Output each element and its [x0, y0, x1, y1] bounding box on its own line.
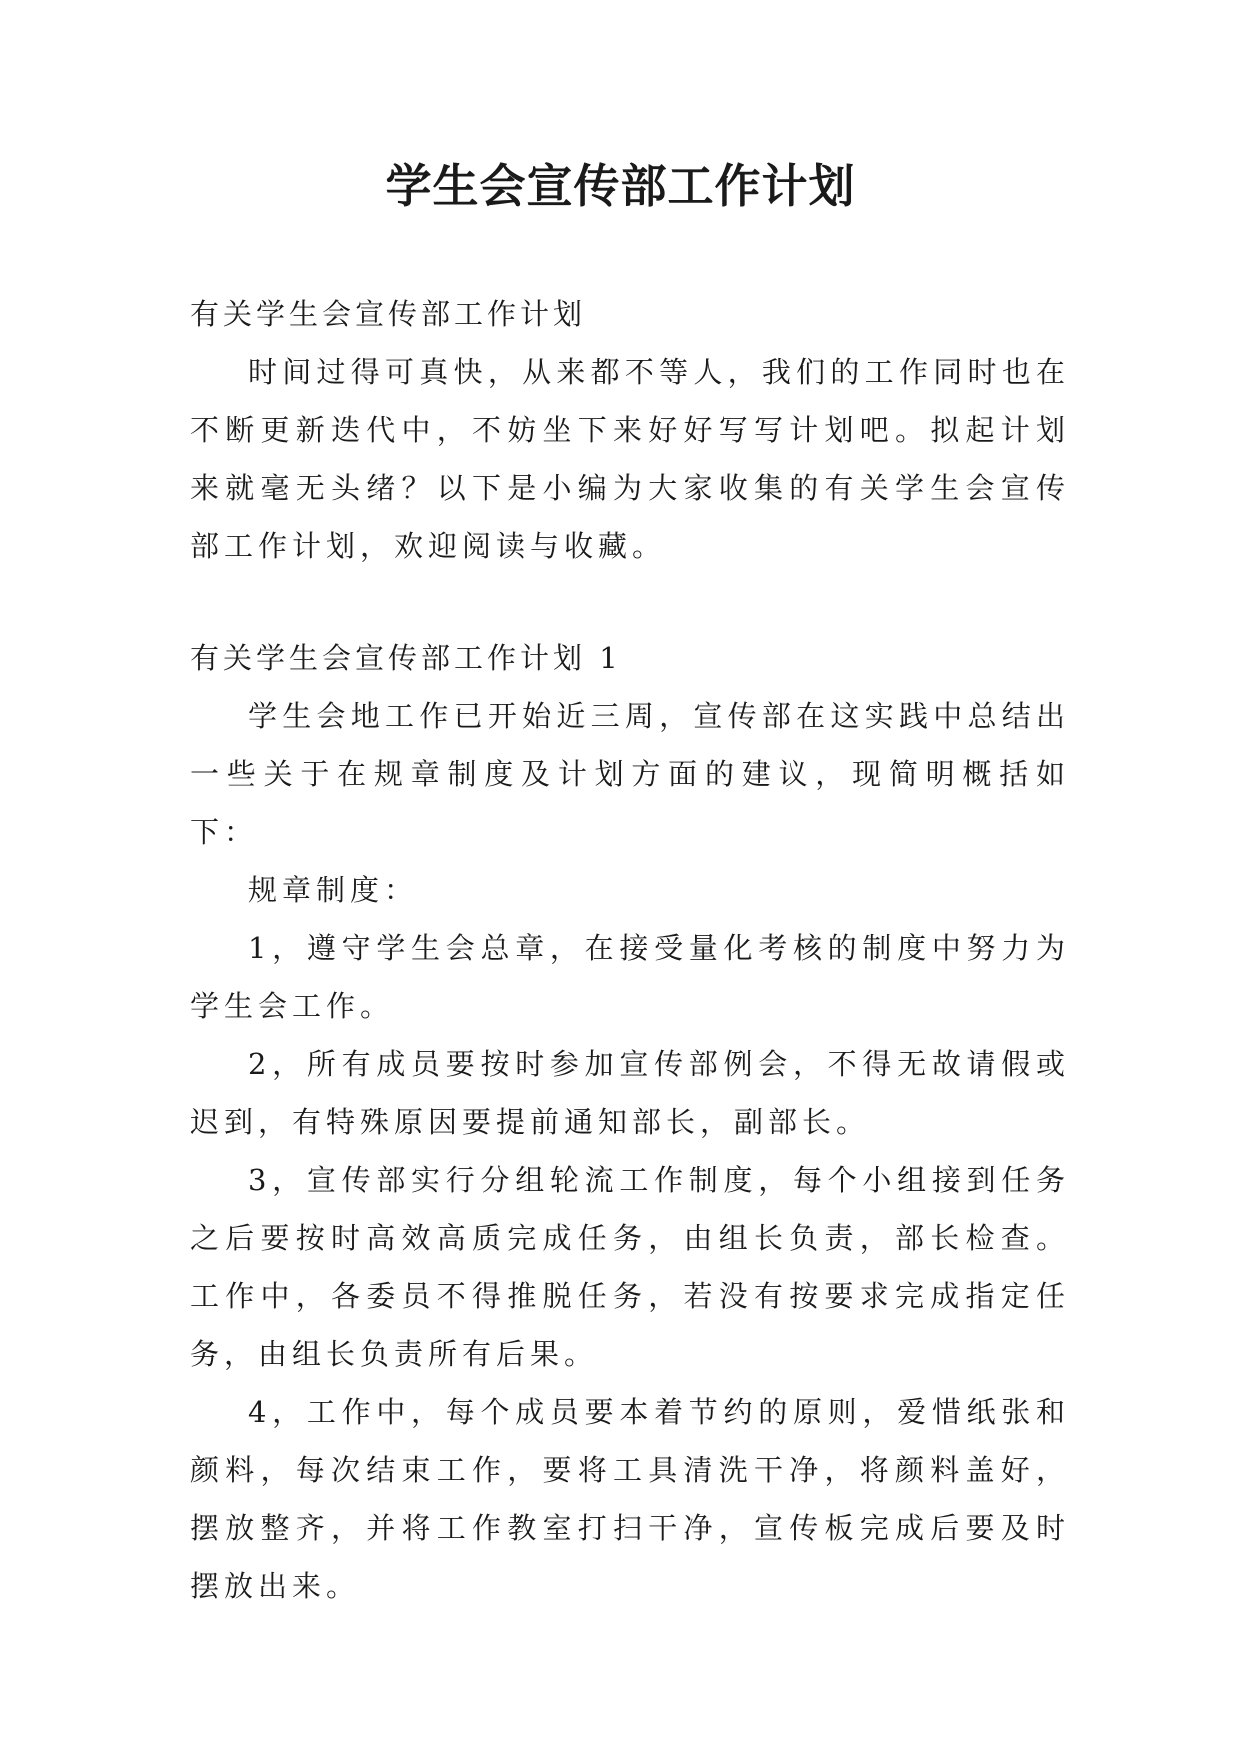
section-heading: 有关学生会宣传部工作计划	[190, 297, 587, 331]
paragraph-rule-1: 1，遵守学生会总章，在接受量化考核的制度中努力为学生会工作。	[190, 931, 1070, 1023]
page-title: 学生会宣传部工作计划	[385, 159, 856, 213]
section-intro	[190, 285, 1070, 575]
paragraph-rule-4: 4，工作中，每个成员要本着节约的原则，爱惜纸张和颜料，每次结束工作，要将工具清洗干净，将颜料盖好，摆放整齐，并将工作教室打扫干净，宣传板完成后要及时摆放出来。	[190, 1395, 1070, 1603]
paragraph-rule-2: 2，所有成员要按时参加宣传部例会，不得无故请假或迟到，有特殊原因要提前通知部长，副部长。	[190, 1047, 1070, 1139]
section-heading: 有关学生会宣传部工作计划 1	[190, 641, 622, 675]
document-body	[190, 285, 1070, 1615]
paragraph: 时间过得可真快，从来都不等人，我们的工作同时也在不断更新迭代中，不妨坐下来好好写写计划吧。拟起计划来就毫无头绪？以下是小编为大家收集的有关学生会宣传部工作计划，欢迎阅读与收藏。	[190, 355, 1070, 563]
paragraph: 学生会地工作已开始近三周，宣传部在这实践中总结出一些关于在规章制度及计划方面的建议，现简明概括如下：	[190, 699, 1070, 849]
section-plan-1	[190, 629, 1070, 1615]
paragraph-subheading: 规章制度：	[248, 873, 419, 907]
paragraph-rule-3: 3，宣传部实行分组轮流工作制度，每个小组接到任务之后要按时高效高质完成任务，由组长负责，部长检查。工作中，各委员不得推脱任务，若没有按要求完成指定任务，由组长负责所有后果。	[190, 1163, 1070, 1371]
